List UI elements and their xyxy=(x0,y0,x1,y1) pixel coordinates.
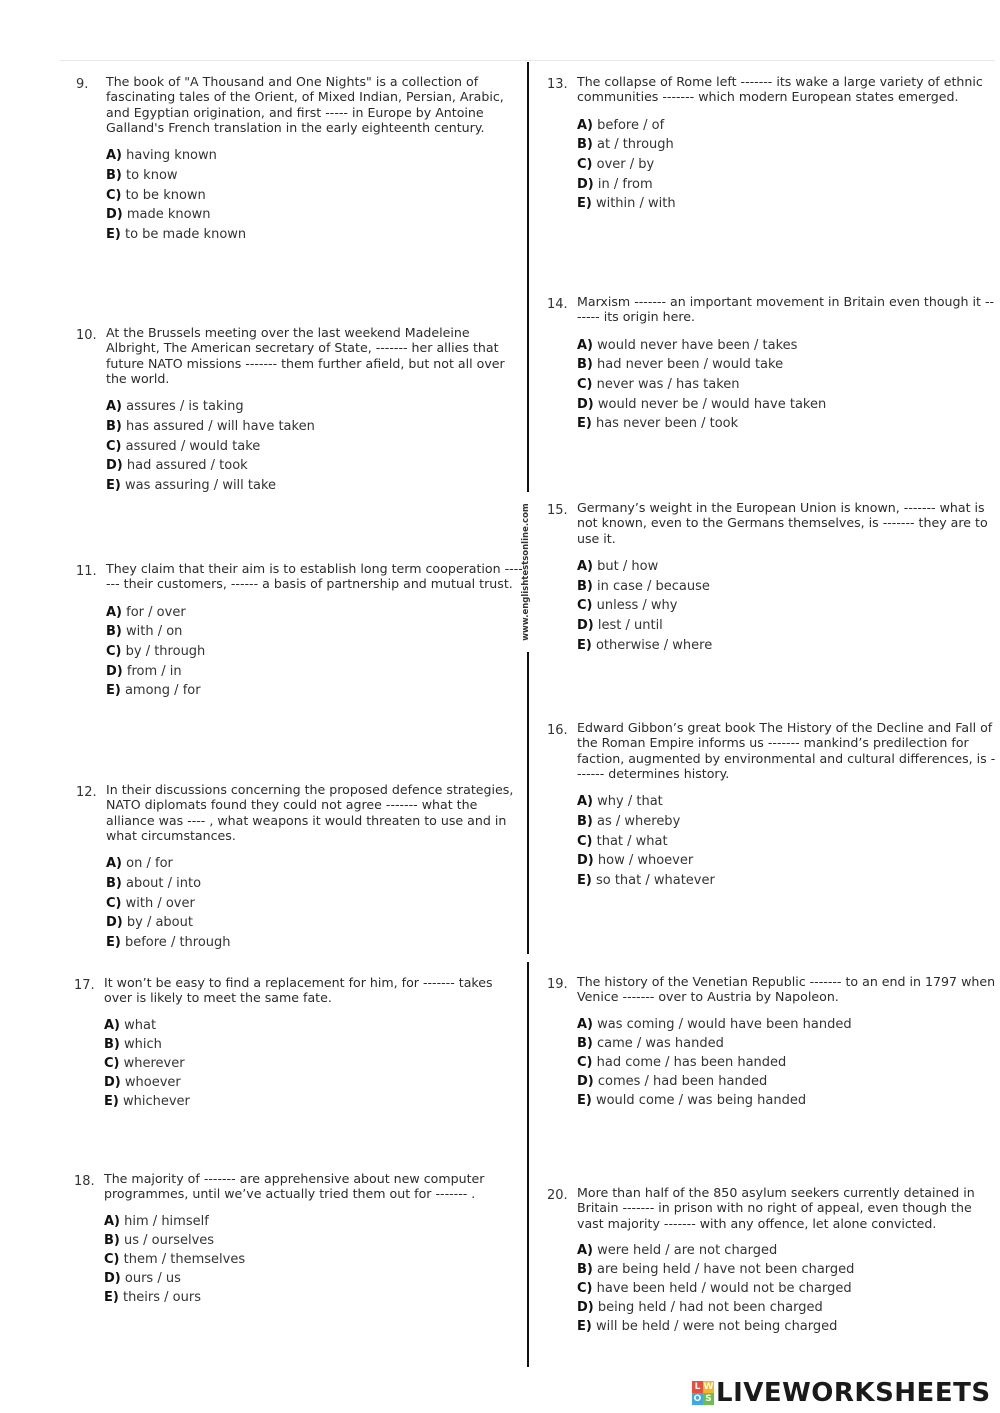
logo-tile: S xyxy=(703,1393,714,1405)
question-number: 19. xyxy=(547,977,568,992)
option-d[interactable]: D) ours / us xyxy=(104,1270,181,1286)
option-d[interactable]: D) would never be / would have taken xyxy=(577,396,827,412)
option-c[interactable]: C) that / what xyxy=(577,833,668,849)
page-top-divider xyxy=(60,60,995,61)
question-stem: In their discussions concerning the proposed defence strategies, NATO diplomats found they could not agree ------- what the alliance was ---- , what weapons it would threaten to use and in what circumstances. xyxy=(106,782,514,843)
liveworksheets-logo[interactable] xyxy=(692,1376,991,1410)
option-a[interactable]: A) were held / are not charged xyxy=(577,1242,778,1258)
option-b[interactable]: B) us / ourselves xyxy=(104,1232,215,1248)
question-stem: The history of the Venetian Republic ------- to an end in 1797 when Venice ------- over to Austria by Napoleon. xyxy=(577,974,996,1005)
logo-tile: O xyxy=(693,1394,702,1404)
option-c[interactable]: C) by / through xyxy=(106,644,206,659)
option-d[interactable]: D) how / whoever xyxy=(577,853,694,869)
option-c[interactable]: C) never was / has taken xyxy=(577,377,740,392)
option-a[interactable]: A) having known xyxy=(106,148,217,164)
logo-text: LIVEWORKSHEETS xyxy=(716,1378,991,1408)
question-stem: They claim that their aim is to establish long term cooperation ------- their customers, ------ a basis of partnership and mutual trust. xyxy=(106,561,523,592)
question-number: 13. xyxy=(547,77,568,92)
option-c[interactable]: C) have been held / would not be charged xyxy=(577,1280,852,1296)
watermark: www.englishtestsonline.com xyxy=(516,495,530,655)
question-number: 20. xyxy=(547,1188,568,1203)
option-b[interactable]: B) at / through xyxy=(577,137,674,153)
option-e[interactable]: E) will be held / were not being charged xyxy=(577,1318,838,1334)
option-d[interactable]: D) from / in xyxy=(106,663,182,679)
option-a[interactable]: A) but / how xyxy=(577,558,659,574)
question-16 xyxy=(547,720,997,891)
question-stem: The book of "A Thousand and One Nights" is a collection of fascinating tales of the Orient, of Mixed Indian, Persian, Arabic, and Egyptian origination, and first ----- in Europe by Antoine Galland's French translation in the early eighteenth century. xyxy=(106,74,504,135)
option-b[interactable]: B) about / into xyxy=(106,875,202,891)
option-c[interactable]: C) had come / has been handed xyxy=(577,1054,787,1070)
option-d[interactable]: D) in / from xyxy=(577,176,653,192)
option-c[interactable]: C) unless / why xyxy=(577,598,678,614)
question-19 xyxy=(547,974,997,1110)
question-18 xyxy=(74,1171,524,1307)
option-b[interactable]: B) as / whereby xyxy=(577,813,681,829)
question-10 xyxy=(76,325,526,496)
option-b[interactable]: B) in case / because xyxy=(577,578,710,594)
option-b[interactable]: B) to know xyxy=(106,167,178,183)
question-11 xyxy=(76,561,526,701)
question-number: 17. xyxy=(74,978,95,993)
question-stem: The majority of ------- are apprehensive about new computer programmes, until we’ve actually tried them out for ------- . xyxy=(104,1171,485,1202)
question-stem: Marxism ------- an important movement in Britain even though it ------- its origin here. xyxy=(577,294,995,325)
option-b[interactable]: B) has assured / will have taken xyxy=(106,418,315,434)
option-e[interactable]: E) to be made known xyxy=(106,227,247,242)
option-a[interactable]: A) for / over xyxy=(106,604,186,620)
question-stem: Germany’s weight in the European Union is known, ------- what is not known, even to the Germans themselves, is ------- they are to use it. xyxy=(577,500,988,546)
option-a[interactable]: A) why / that xyxy=(577,794,663,810)
option-c[interactable]: C) with / over xyxy=(106,895,195,911)
option-e[interactable]: E) so that / whatever xyxy=(577,873,715,888)
logo-tile: W xyxy=(703,1382,714,1392)
option-e[interactable]: E) whichever xyxy=(104,1093,190,1109)
option-a[interactable]: A) what xyxy=(104,1017,157,1033)
question-12 xyxy=(76,782,526,953)
option-d[interactable]: D) had assured / took xyxy=(106,458,248,474)
option-e[interactable]: E) within / with xyxy=(577,196,676,212)
option-d[interactable]: D) comes / had been handed xyxy=(577,1073,768,1089)
logo-mark-icon xyxy=(692,1381,714,1405)
question-stem: More than half of the 850 asylum seekers currently detained in Britain ------- in prison with no right of appeal, even though the vast majority ------- with any offence, let alone convicted. xyxy=(577,1185,975,1231)
question-number: 10. xyxy=(76,328,97,343)
question-13 xyxy=(547,74,997,214)
option-a[interactable]: A) on / for xyxy=(106,856,173,872)
question-stem: It won’t be easy to find a replacement for him, for ------- takes over is likely to meet the same fate. xyxy=(104,975,493,1006)
question-number: 11. xyxy=(76,564,97,579)
question-stem: At the Brussels meeting over the last weekend Madeleine Albright, The American secretary of State, ------- her allies that future NATO missions ------- them further afield, but not all over the world. xyxy=(106,325,505,386)
option-a[interactable]: A) was coming / would have been handed xyxy=(577,1016,852,1032)
option-b[interactable]: B) came / was handed xyxy=(577,1035,724,1051)
option-d[interactable]: D) whoever xyxy=(104,1074,181,1090)
question-number: 9. xyxy=(76,77,89,92)
option-c[interactable]: C) wherever xyxy=(104,1055,185,1071)
question-9 xyxy=(76,74,526,245)
question-15 xyxy=(547,500,997,655)
option-b[interactable]: B) with / on xyxy=(106,624,183,640)
option-d[interactable]: D) being held / had not been charged xyxy=(577,1299,823,1315)
option-c[interactable]: C) assured / would take xyxy=(106,438,261,454)
option-a[interactable]: A) would never have been / takes xyxy=(577,337,798,353)
question-17 xyxy=(74,975,524,1111)
option-e[interactable]: E) otherwise / where xyxy=(577,637,713,653)
option-b[interactable]: B) are being held / have not been charged xyxy=(577,1261,855,1277)
question-number: 18. xyxy=(74,1174,95,1189)
question-number: 12. xyxy=(76,785,97,800)
question-number: 15. xyxy=(547,503,568,518)
question-20 xyxy=(547,1185,997,1336)
question-number: 16. xyxy=(547,723,568,738)
option-c[interactable]: C) to be known xyxy=(106,187,206,203)
logo-tile: L xyxy=(692,1381,703,1393)
option-a[interactable]: A) before / of xyxy=(577,117,665,133)
option-e[interactable]: E) among / for xyxy=(106,683,201,699)
option-a[interactable]: A) assures / is taking xyxy=(106,399,244,415)
option-a[interactable]: A) him / himself xyxy=(104,1213,209,1229)
question-stem: The collapse of Rome left ------- its wake a large variety of ethnic communities ------- which modern European states emerged. xyxy=(577,74,983,105)
option-e[interactable]: E) was assuring / will take xyxy=(106,478,277,493)
option-b[interactable]: B) which xyxy=(104,1036,162,1052)
option-d[interactable]: D) made known xyxy=(106,207,211,223)
option-c[interactable]: C) over / by xyxy=(577,157,655,172)
question-number: 14. xyxy=(547,297,568,312)
option-e[interactable]: E) has never been / took xyxy=(577,416,739,432)
option-e[interactable]: E) before / through xyxy=(106,935,231,950)
option-e[interactable]: E) would come / was being handed xyxy=(577,1092,807,1108)
option-d[interactable]: D) by / about xyxy=(106,915,193,931)
option-b[interactable]: B) had never been / would take xyxy=(577,357,784,373)
option-d[interactable]: D) lest / until xyxy=(577,618,663,633)
question-stem: Edward Gibbon’s great book The History of the Decline and Fall of the Roman Empire informs us ------- mankind’s predilection for faction, augmented by environmental and cultural differences, is ------- determines history. xyxy=(577,720,996,781)
column-divider-bottom xyxy=(527,962,529,1367)
option-e[interactable]: E) theirs / ours xyxy=(104,1289,201,1305)
option-c[interactable]: C) them / themselves xyxy=(104,1251,246,1267)
question-14 xyxy=(547,294,997,434)
